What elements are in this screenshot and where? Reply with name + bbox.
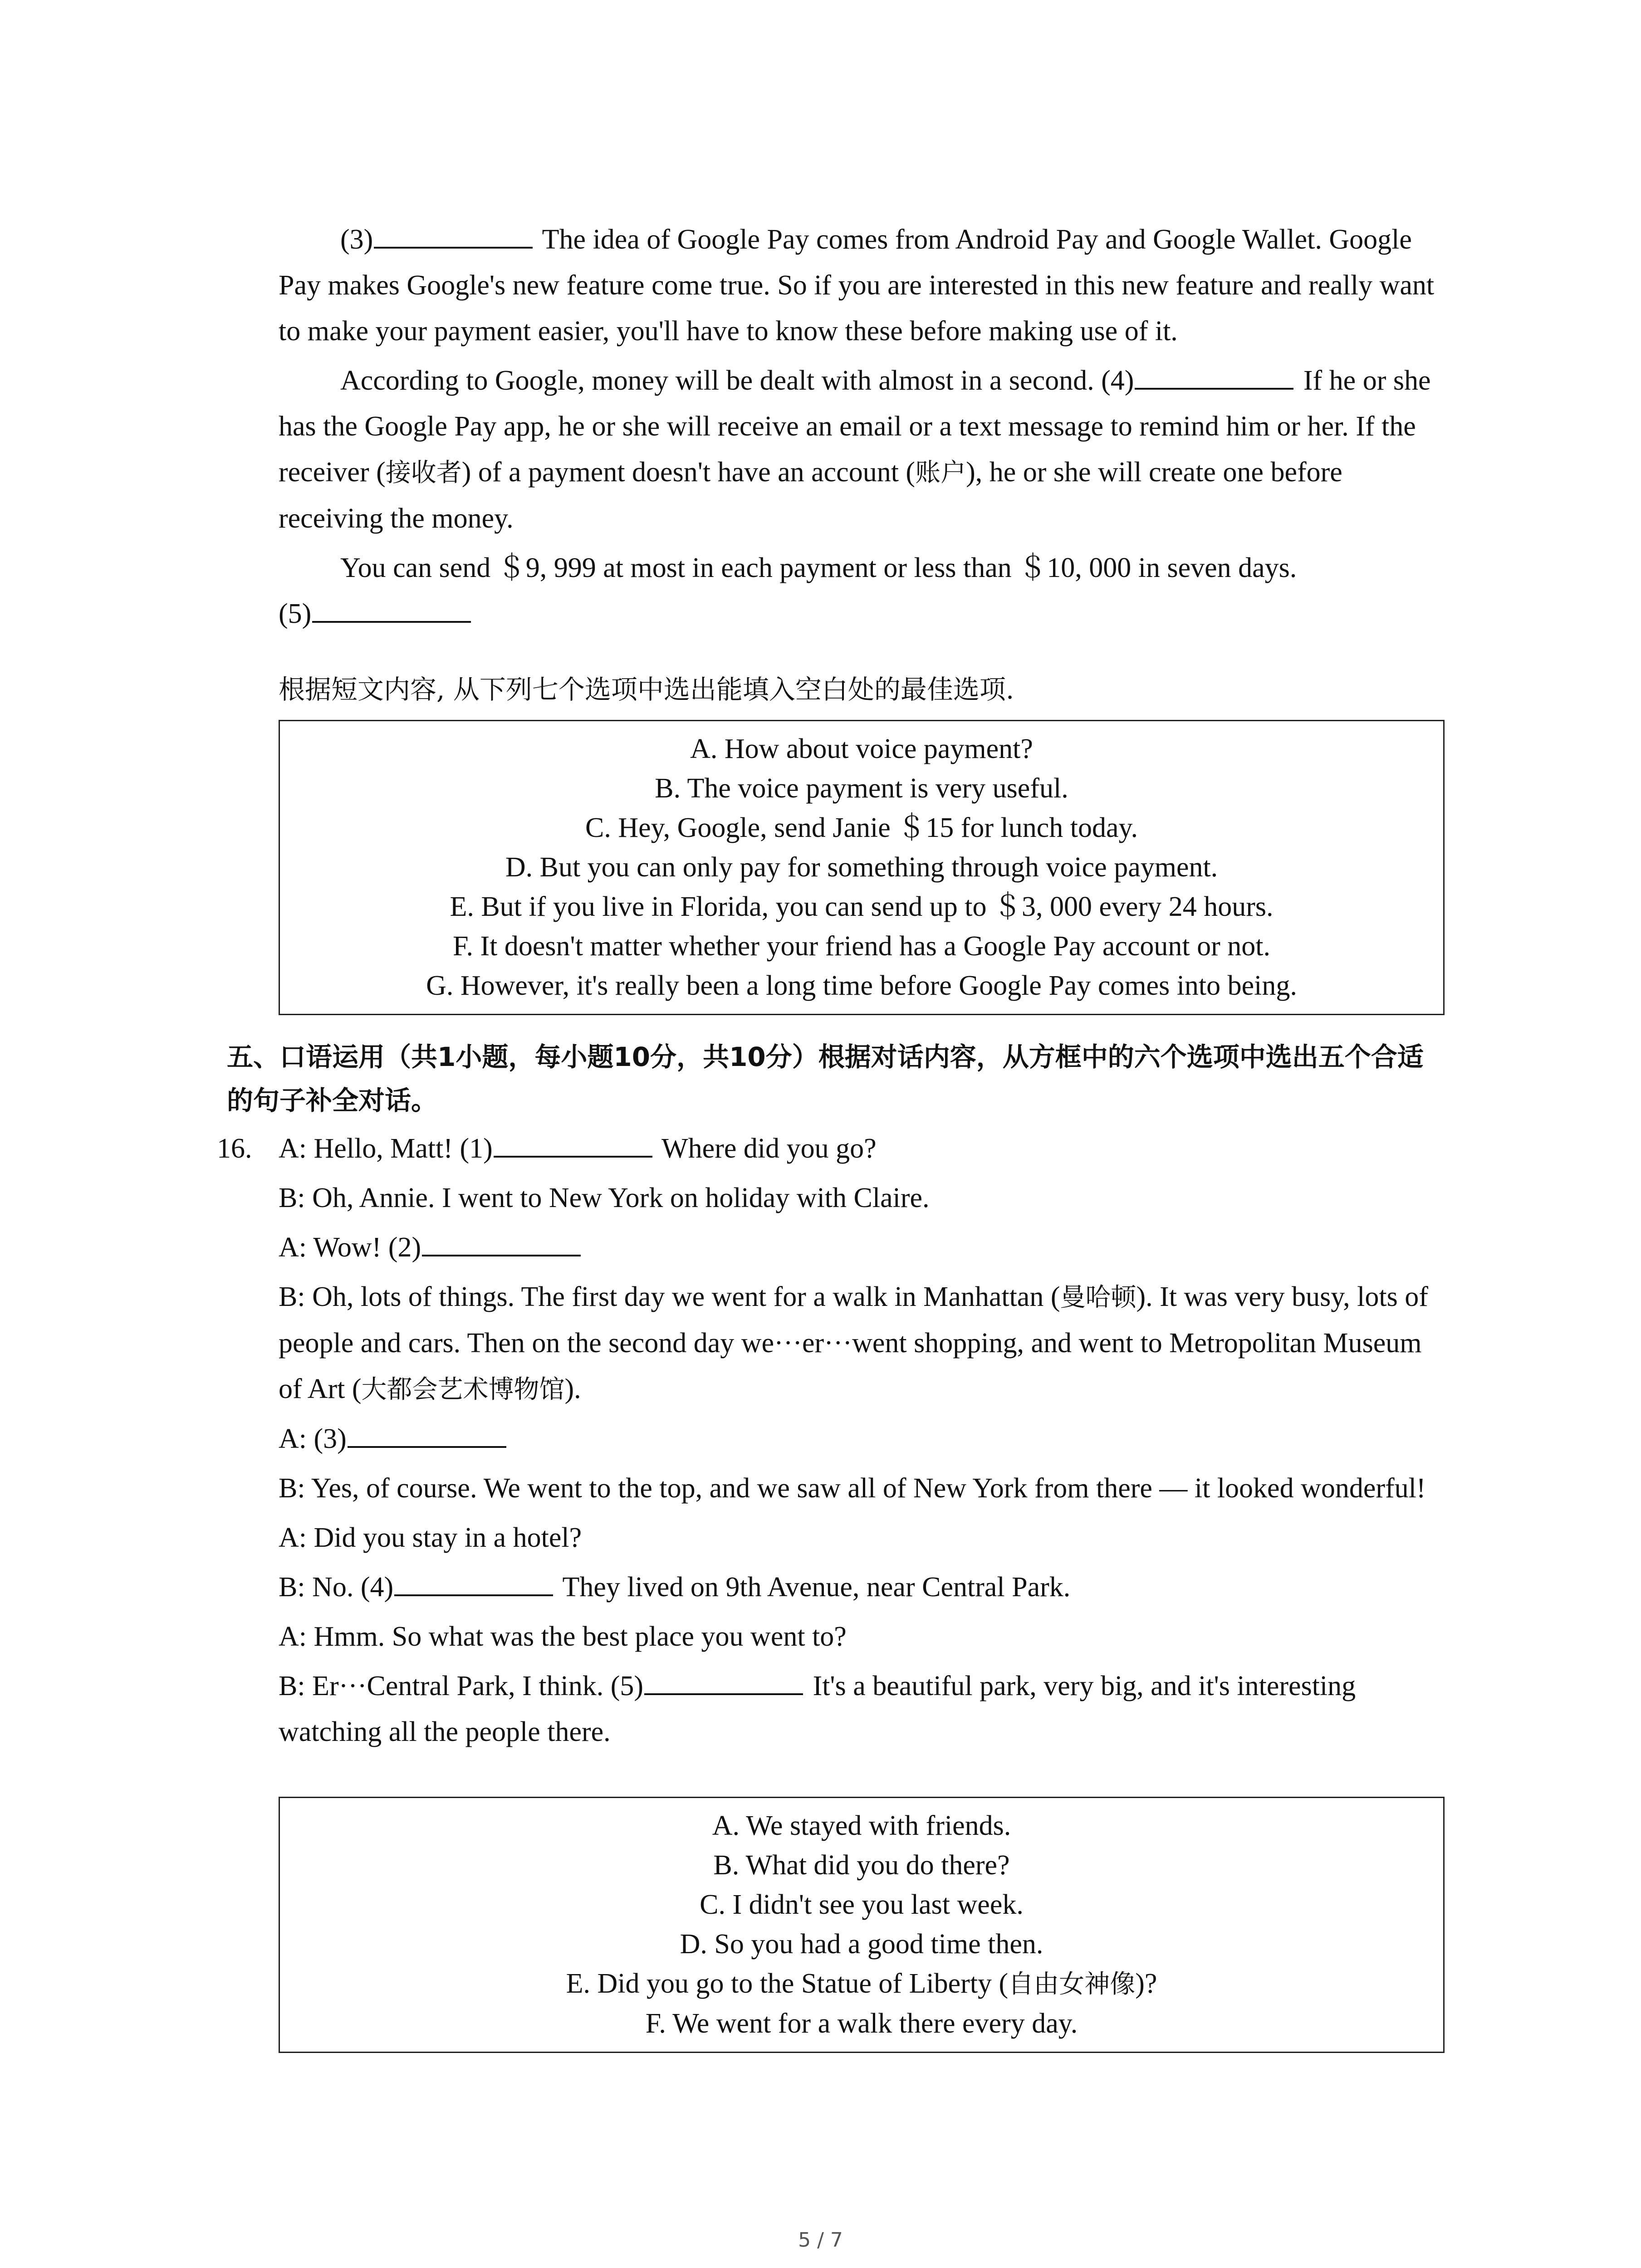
line-text: B: Oh, lots of things. The first day we went for a walk in Manhattan (	[279, 1281, 1060, 1312]
line-text: Where did you go?	[655, 1133, 877, 1164]
paragraph-text: According to Google, money will be dealt with almost in a second. (4)	[340, 365, 1134, 396]
dialogue-line	[217, 1126, 1445, 1172]
option-item: E. But if you live in Florida, you can send up to ＄3, 000 every 24 hours.	[450, 891, 1274, 922]
question-number: 16.	[217, 1133, 252, 1164]
dialogue-line: B: Oh, Annie. I went to New York on holiday with Claire.	[279, 1183, 930, 1213]
line-text: B: Er···Central Park, I think. (5)	[279, 1671, 644, 1701]
chinese-gloss: 账户	[915, 458, 966, 488]
chinese-gloss: 大都会艺术博物馆	[361, 1375, 565, 1404]
dialogue-line: A: Did you stay in a hotel?	[279, 1522, 582, 1553]
line-text: A: Hello, Matt! (1)	[279, 1133, 493, 1164]
line-text: B: No. (4)	[279, 1572, 394, 1603]
option-item: D. So you had a good time then.	[680, 1929, 1043, 1960]
answer-blank-1[interactable]	[494, 1130, 652, 1158]
option-item: B. What did you do there?	[713, 1850, 1010, 1881]
dialogue-line	[279, 1225, 1445, 1271]
option-item: C. I didn't see you last week.	[700, 1889, 1024, 1920]
chinese-gloss: 自由女神像	[1008, 1970, 1136, 1999]
reading-paragraph-4	[279, 358, 1445, 542]
paragraph-text: ) of a payment doesn't have an account (	[461, 457, 916, 488]
option-text: )?	[1135, 1968, 1157, 1999]
dialogue	[217, 1126, 1445, 1755]
page-content	[217, 217, 1445, 2053]
dialogue-options-box	[279, 1797, 1445, 2053]
answer-blank-5[interactable]	[312, 596, 471, 623]
reading-options-box	[279, 720, 1445, 1015]
line-text: A: Wow! (2)	[279, 1232, 421, 1263]
page-number: 5 / 7	[798, 2229, 843, 2252]
section-title: 五、口语运用（共1小题，每小题10分，共10分）根据对话内容，从方框中的六个选项中选出五个合适的句子补全对话。	[227, 1041, 1424, 1116]
answer-blank-3[interactable]	[348, 1421, 506, 1448]
answer-blank-2[interactable]	[422, 1229, 581, 1256]
dialogue-line	[279, 1564, 1445, 1610]
answer-blank-5[interactable]	[644, 1668, 803, 1695]
option-item	[280, 1964, 1443, 2004]
answer-blank-4[interactable]	[394, 1569, 553, 1596]
option-item: A. We stayed with friends.	[712, 1810, 1011, 1841]
paragraph-text: If he or she has the Google Pay app, he or she will receive an email or a text message to remind him or her. If the receiver (	[279, 365, 1431, 488]
line-text: A: (3)	[279, 1423, 347, 1454]
line-text: ).	[564, 1374, 581, 1404]
chinese-gloss: 曼哈顿	[1060, 1283, 1136, 1312]
paragraph-text: ), he or she will create one before receiving the money.	[279, 457, 1342, 534]
reading-paragraph-5	[279, 545, 1445, 591]
option-item: F. It doesn't matter whether your friend has a Google Pay account or not.	[453, 931, 1270, 962]
option-item: C. Hey, Google, send Janie ＄15 for lunch today.	[585, 812, 1138, 843]
blank-number: (3)	[340, 224, 373, 255]
dialogue-line	[279, 1274, 1445, 1413]
reading-paragraph-3	[279, 217, 1445, 354]
line-text: They lived on 9th Avenue, near Central Park.	[556, 1572, 1071, 1603]
reading-blank-5-line	[279, 591, 1445, 637]
chinese-gloss: 接收者	[385, 458, 462, 488]
option-item: D. But you can only pay for something through voice payment.	[505, 852, 1218, 883]
dialogue-line: B: Yes, of course. We went to the top, and we saw all of New York from there — it looked wonderful!	[279, 1473, 1426, 1504]
paragraph-text: The idea of Google Pay comes from Android Pay and Google Wallet. Google Pay makes Google's new feature come true. So if you are interested in this new feature and really want to make your payment easier, you'll have to know these before making use of it.	[279, 224, 1435, 347]
dialogue-line	[279, 1663, 1445, 1755]
line-text: It's a beautiful park, very big, and it's interesting watching all the people there.	[279, 1671, 1356, 1747]
dialogue-line	[279, 1416, 1445, 1462]
option-item: G. However, it's really been a long time before Google Pay comes into being.	[426, 970, 1297, 1001]
blank-number: (5)	[279, 598, 312, 629]
option-item: F. We went for a walk there every day.	[645, 2008, 1078, 2039]
dialogue-line: A: Hmm. So what was the best place you went to?	[279, 1621, 847, 1652]
answer-blank-3[interactable]	[374, 221, 533, 249]
paragraph-text: You can send ＄9, 999 at most in each payment or less than ＄10, 000 in seven days.	[340, 552, 1297, 583]
option-text: E. Did you go to the Statue of Liberty (	[566, 1968, 1009, 1999]
answer-blank-4[interactable]	[1135, 362, 1293, 390]
reading-instruction: 根据短文内容, 从下列七个选项中选出能填入空白处的最佳选项.	[279, 674, 1014, 705]
line-text: ). It was very busy, lots of people and cars. Then on the second day we···er···went shopping, and went to Metropolitan Museum of Art (	[279, 1281, 1428, 1404]
option-item: B. The voice payment is very useful.	[655, 773, 1068, 804]
option-item: A. How about voice payment?	[690, 733, 1033, 764]
